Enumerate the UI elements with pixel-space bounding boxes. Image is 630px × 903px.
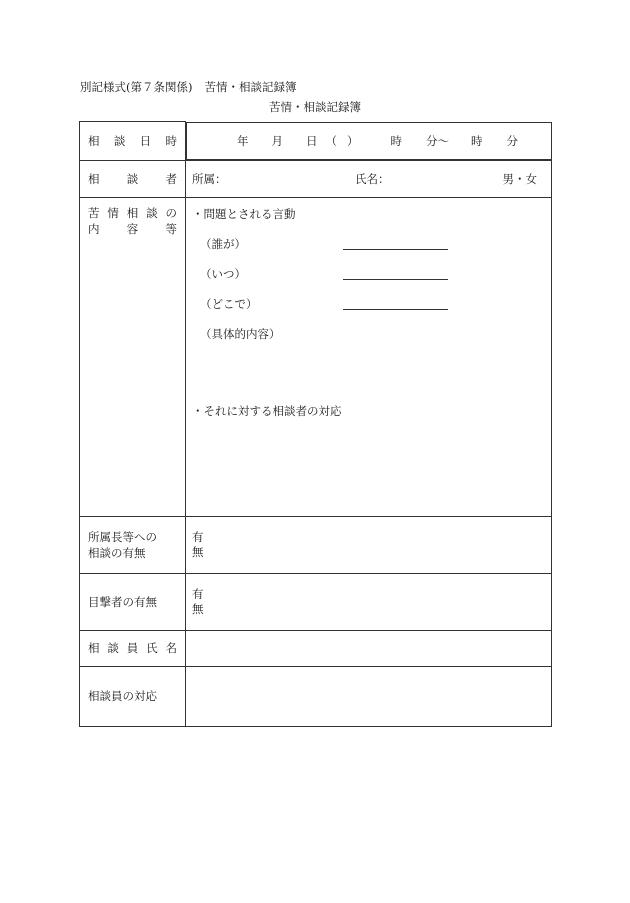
when-underline[interactable] <box>343 279 448 280</box>
label-char: 情 <box>107 205 119 220</box>
detail-label: （具体的内容） <box>200 326 281 341</box>
form-title: 苦情・相談記録簿 <box>204 80 297 94</box>
label-char: 日 <box>139 133 152 148</box>
label-director <box>80 516 186 573</box>
when-label: （いつ） <box>200 266 246 281</box>
label-char: 等 <box>165 221 177 236</box>
label-datetime <box>80 122 186 161</box>
row-staff-response <box>80 666 552 726</box>
content-field[interactable] <box>186 197 552 516</box>
label-char: 相 <box>88 641 100 655</box>
form-heading <box>80 79 296 95</box>
label-char: 談 <box>146 205 158 220</box>
label-char: 名 <box>165 641 177 655</box>
director-label-line1: 所属長等への <box>88 529 157 544</box>
label-char: 氏 <box>146 641 158 655</box>
label-char: 相 <box>88 171 100 186</box>
row-staff-name <box>80 630 552 666</box>
label-char: 員 <box>126 641 139 655</box>
label-char: 苦 <box>88 205 100 220</box>
witness-yes-no[interactable] <box>186 573 552 630</box>
label-char: 者 <box>165 171 177 186</box>
label-char: 相 <box>88 133 100 148</box>
who-label: （誰が） <box>200 236 246 251</box>
label-content <box>80 197 186 516</box>
row-witness <box>80 573 552 630</box>
witness-no[interactable]: 無 <box>192 601 204 616</box>
where-underline[interactable] <box>343 309 448 310</box>
staff-response-field[interactable] <box>186 666 552 726</box>
minute2-label: 分 <box>506 133 518 148</box>
day-label: 日 <box>306 133 318 148</box>
label-staff-name <box>80 630 186 666</box>
row-consultant <box>80 160 552 197</box>
row-datetime <box>80 122 552 161</box>
who-underline[interactable] <box>343 249 448 250</box>
label-consultant <box>80 160 186 197</box>
row-director <box>80 516 552 573</box>
staff-name-field[interactable] <box>186 630 552 666</box>
director-no[interactable]: 無 <box>192 544 204 559</box>
label-char: の <box>165 205 177 220</box>
form-reference: 別記様式(第７条関係) <box>80 80 193 94</box>
page-title: 苦情・相談記録簿 <box>269 100 361 114</box>
consultant-field[interactable] <box>186 160 552 197</box>
label-char: 談 <box>107 641 119 655</box>
bullet-problem-behavior: ・問題とされる言動 <box>192 206 296 221</box>
where-label: （どこで） <box>200 296 258 311</box>
label-staff-response <box>80 666 186 726</box>
witness-yes[interactable]: 有 <box>192 586 204 601</box>
witness-label: 目撃者の有無 <box>88 594 157 609</box>
month-label: 月 <box>271 133 283 148</box>
label-char: 容 <box>126 221 139 236</box>
record-form-table <box>79 121 552 727</box>
datetime-field[interactable] <box>186 122 552 160</box>
row-content <box>80 197 552 516</box>
label-char: 談 <box>113 133 126 148</box>
hour2-label: 時 <box>471 133 483 148</box>
director-yes-no[interactable] <box>186 516 552 573</box>
minute-tilde-label: 分～ <box>426 133 449 148</box>
weekday-paren-open: （ <box>325 133 337 148</box>
gender-options[interactable]: 男・女 <box>502 171 537 186</box>
label-char: 談 <box>126 171 139 186</box>
weekday-paren-close: ） <box>347 133 359 148</box>
year-label: 年 <box>237 133 249 148</box>
bullet-consultant-response: ・それに対する相談者の対応 <box>192 403 342 418</box>
label-char: 内 <box>88 221 100 236</box>
name-label: 氏名： <box>355 171 390 186</box>
hour-label: 時 <box>390 133 402 148</box>
affiliation-label: 所属： <box>192 171 227 186</box>
label-witness <box>80 573 186 630</box>
staff-response-label: 相談員の対応 <box>88 689 157 703</box>
director-label-line2: 相談の有無 <box>88 545 146 560</box>
director-yes[interactable]: 有 <box>192 529 204 544</box>
label-char: 相 <box>126 205 139 220</box>
label-char: 時 <box>165 133 177 148</box>
